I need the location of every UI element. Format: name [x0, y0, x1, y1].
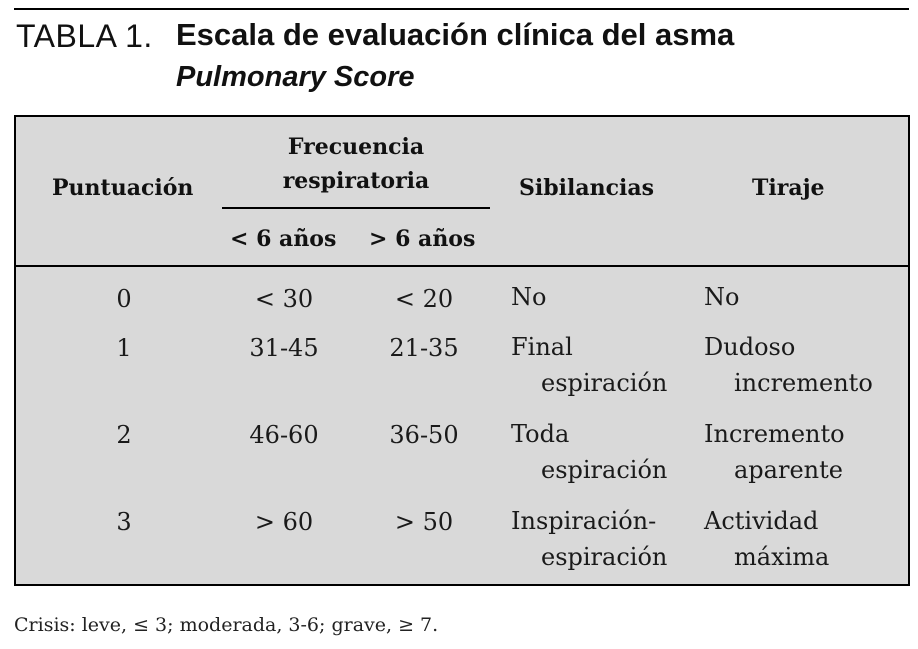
- cell-retraction-line2: incremento: [734, 369, 873, 397]
- cell-wheezing-line2: espiración: [541, 369, 668, 397]
- cell-wheezing-line1: Inspiración-: [511, 507, 657, 535]
- cell-retraction-line1: Dudoso: [704, 333, 796, 361]
- header-over-6: > 6 años: [369, 226, 476, 252]
- top-rule: [14, 8, 909, 10]
- cell-retraction: [704, 329, 873, 401]
- cell-retraction: [704, 416, 845, 488]
- cell-under-6: > 60: [254, 508, 314, 536]
- cell-wheezing: [511, 279, 546, 315]
- header-resp-rate-line1: Frecuencia: [287, 134, 425, 160]
- cell-wheezing: [511, 329, 667, 401]
- table-number-label: TABLA 1.: [16, 18, 153, 54]
- cell-retraction-line1: Actividad: [704, 507, 819, 535]
- cell-over-6: < 20: [394, 285, 454, 313]
- cell-under-6: < 30: [254, 285, 314, 313]
- header-divider: [16, 265, 908, 267]
- cell-retraction: [704, 503, 829, 575]
- cell-wheezing-line1: Toda: [511, 420, 570, 448]
- cell-wheezing-line1: Final: [511, 333, 573, 361]
- cell-wheezing: [511, 503, 667, 575]
- cell-wheezing: [511, 416, 667, 488]
- cell-retraction: [704, 279, 739, 315]
- cell-wheezing-line2: espiración: [541, 543, 668, 571]
- header-wheezing: Sibilancias: [519, 175, 654, 201]
- cell-retraction-line1: Incremento: [704, 420, 845, 448]
- cell-under-6: 31-45: [249, 334, 319, 362]
- cell-retraction-line2: aparente: [734, 456, 843, 484]
- cell-over-6: > 50: [394, 508, 454, 536]
- header-under-6: < 6 años: [230, 226, 337, 252]
- cell-over-6: 36-50: [389, 421, 459, 449]
- cell-under-6: 46-60: [249, 421, 319, 449]
- cell-wheezing-line2: espiración: [541, 456, 668, 484]
- header-resp-rate-line2: respiratoria: [282, 168, 430, 194]
- cell-score: 1: [116, 334, 132, 362]
- cell-score: 0: [116, 285, 132, 313]
- score-table: [14, 115, 910, 586]
- header-retraction: Tiraje: [752, 175, 825, 201]
- header-score: Puntuación: [52, 175, 194, 201]
- cell-score: 3: [116, 508, 132, 536]
- footnote: Crisis: leve, ≤ 3; moderada, 3-6; grave, ≥ 7.: [14, 614, 439, 636]
- cell-over-6: 21-35: [389, 334, 459, 362]
- cell-retraction-line1: No: [704, 283, 740, 311]
- cell-score: 2: [116, 421, 132, 449]
- table-title: Escala de evaluación clínica del asma: [176, 17, 735, 52]
- cell-wheezing-line1: No: [511, 283, 547, 311]
- table-subtitle: Pulmonary Score: [176, 61, 415, 93]
- header-group-rule: [222, 207, 490, 209]
- cell-retraction-line2: máxima: [734, 543, 830, 571]
